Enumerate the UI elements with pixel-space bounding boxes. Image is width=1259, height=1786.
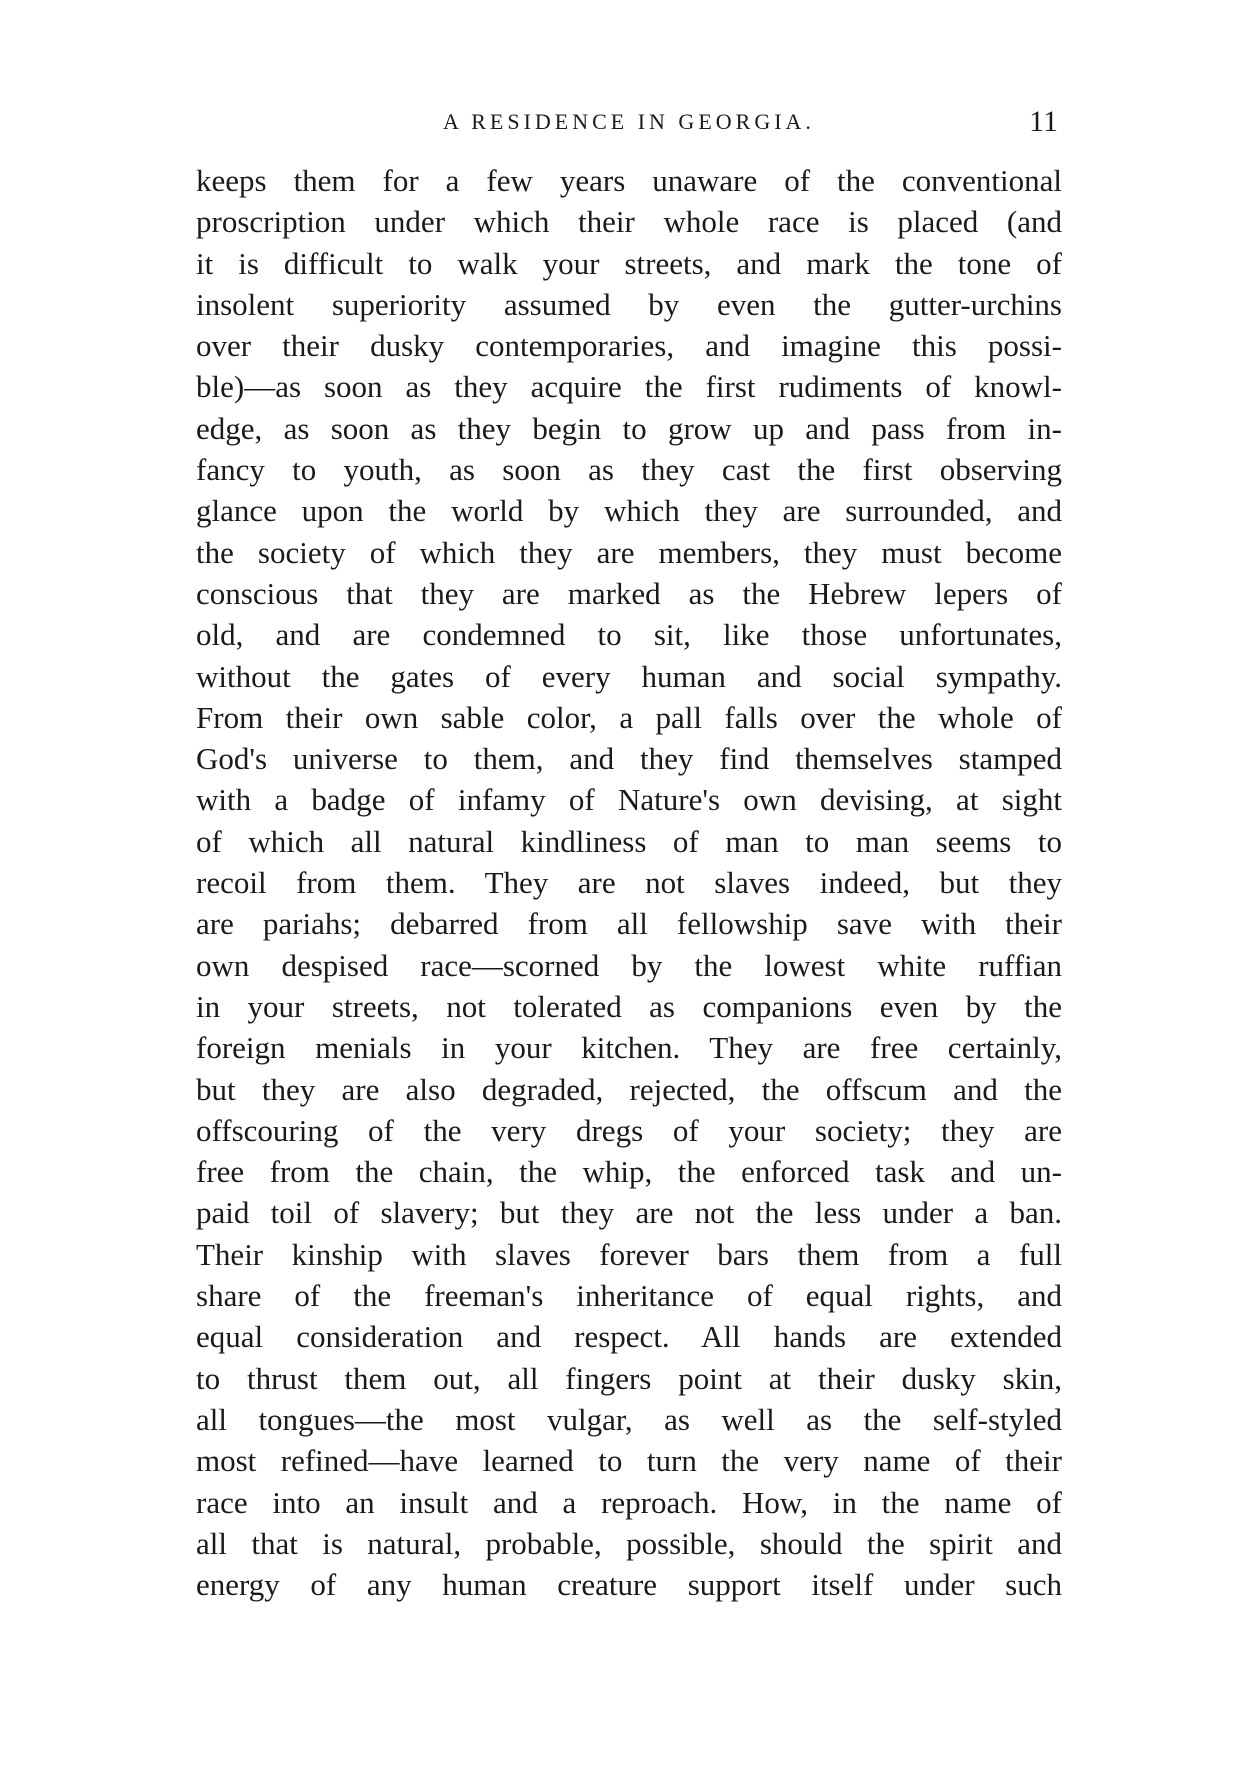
text-line: recoil from them. They are not slaves indeed, but they [196,865,1062,901]
page-number: 11 [1029,105,1058,138]
text-line: the society of which they are members, they must become [196,534,1062,570]
text-line: of which all natural kindliness of man to man seems to [196,823,1062,859]
text-line: over their dusky contemporaries, and imagine this possi- [196,328,1062,364]
text-line: equal consideration and respect. All hands are extended [196,1319,1062,1355]
text-line: fancy to youth, as soon as they cast the first observing [196,452,1062,488]
text-line: with a badge of infamy of Nature's own devising, at sight [196,782,1062,818]
text-line: proscription under which their whole race is placed (and [196,204,1062,240]
text-line: From their own sable color, a pall falls over the whole of [196,699,1062,735]
text-line: glance upon the world by which they are surrounded, and [196,493,1062,529]
text-line: keeps them for a few years unaware of the conventional [196,163,1062,198]
text-line: edge, as soon as they begin to grow up and pass from in- [196,410,1062,446]
text-line: old, and are condemned to sit, like those unfortunates, [196,617,1062,653]
text-line: are pariahs; debarred from all fellowship save with their [196,906,1062,942]
text-line: foreign menials in your kitchen. They are free certainly, [196,1030,1062,1066]
text-line: without the gates of every human and social sympathy. [196,658,1062,694]
text-line: share of the freeman's inheritance of equal rights, and [196,1278,1062,1314]
text-line: in your streets, not tolerated as companions even by the [196,988,1062,1024]
text-line: conscious that they are marked as the Hebrew lepers of [196,575,1062,611]
text-line: all that is natural, probable, possible, should the spirit and [196,1525,1062,1561]
text-line: God's universe to them, and they find themselves stamped [196,741,1062,777]
text-line: ble)—as soon as they acquire the first rudiments of knowl- [196,369,1062,405]
running-title: A RESIDENCE IN GEORGIA. [443,109,815,134]
text-line: to thrust them out, all fingers point at their dusky skin, [196,1360,1062,1396]
text-line: most refined—have learned to turn the very name of their [196,1443,1062,1479]
text-line: paid toil of slavery; but they are not the less under a ban. [196,1195,1062,1231]
text-line: free from the chain, the whip, the enforced task and un- [196,1154,1062,1190]
text-line: own despised race—scorned by the lowest white ruffian [196,947,1062,983]
text-line: race into an insult and a reproach. How, in the name of [196,1484,1062,1520]
body-text [196,160,1062,1605]
running-head [196,100,1062,144]
text-line: but they are also degraded, rejected, the offscum and the [196,1071,1062,1107]
text-line: it is difficult to walk your streets, and mark the tone of [196,245,1062,281]
text-line: offscouring of the very dregs of your society; they are [196,1112,1062,1148]
text-line: Their kinship with slaves forever bars them from a full [196,1236,1062,1272]
text-line: insolent superiority assumed by even the gutter-urchins [196,286,1062,322]
text-line: energy of any human creature support itself under such [196,1567,1062,1603]
text-line: all tongues—the most vulgar, as well as the self-styled [196,1401,1062,1437]
